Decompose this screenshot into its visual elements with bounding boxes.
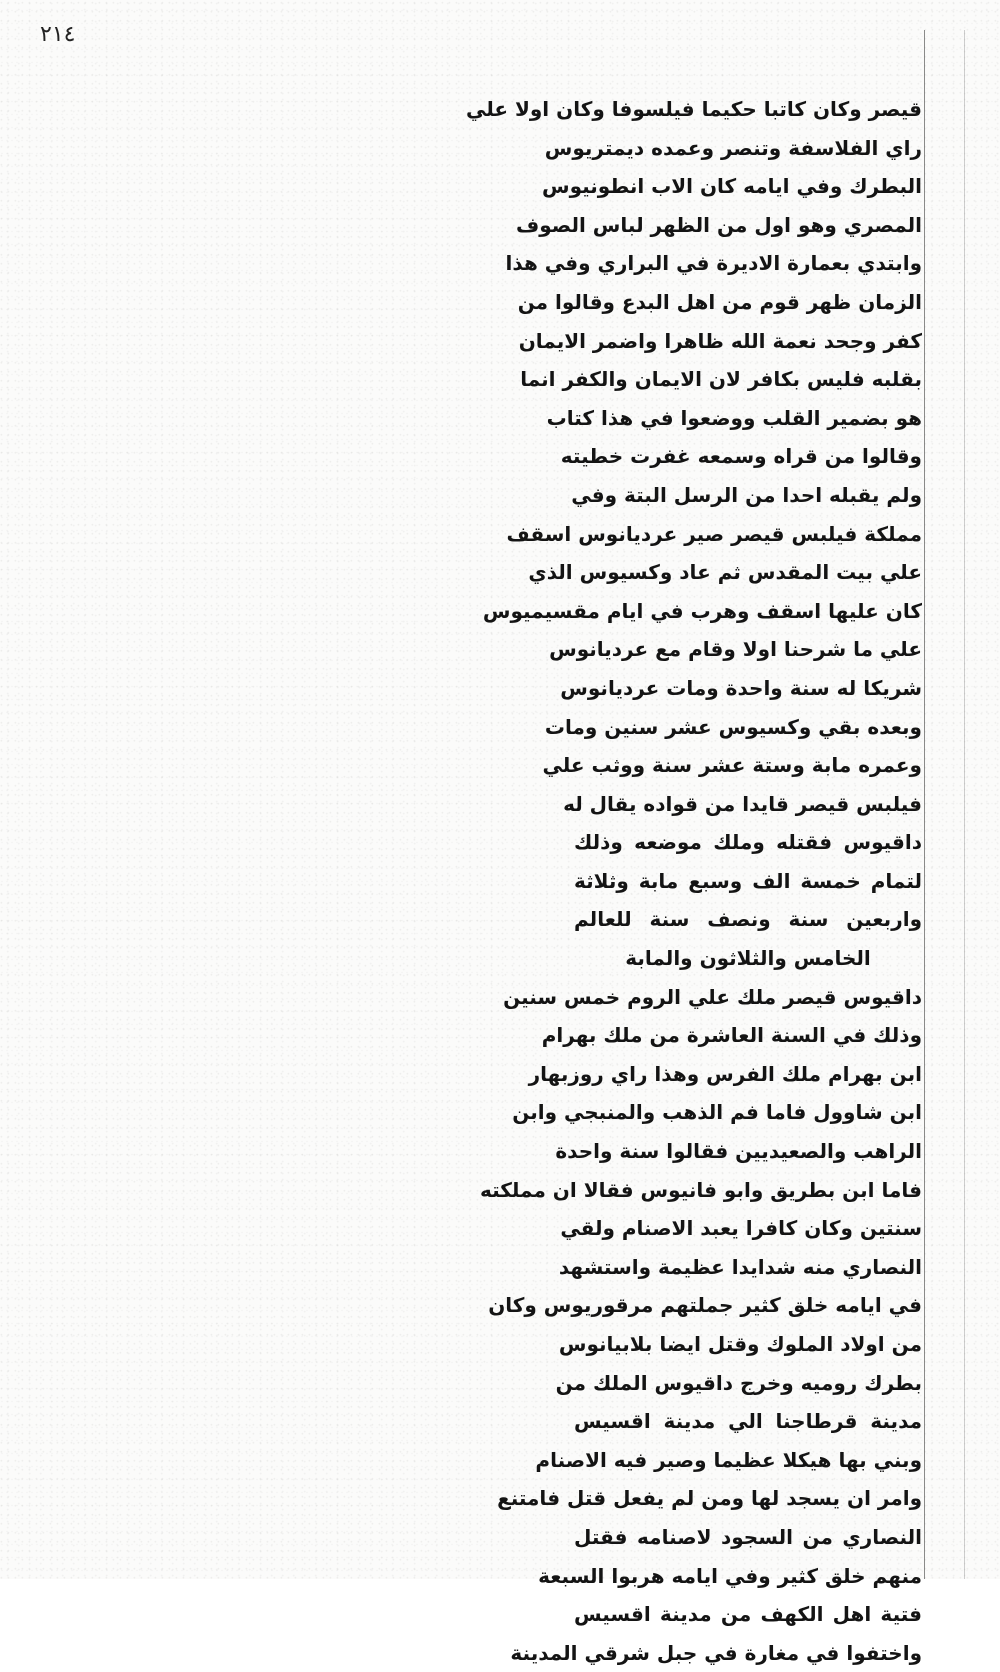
text-line: وامر ان يسجد لها ومن لم يفعل قتل فامتنع [497,1486,922,1511]
text-line: من اولاد الملوك وقتل ايضا بلابيانوس [558,1332,922,1356]
text-line: الزمان ظهر قوم من اهل البدع وقالوا من [517,289,922,314]
text-line: راي الفلاسفة وتنصر وعمده ديمتريوس [544,135,922,160]
text-line: النصاري من السجود لاصنامه فقتل [574,1524,922,1549]
text-line: وقالوا من قراه وسمعه غفرت خطيته [560,444,922,469]
text-line: واربعين سنة ونصف سنة للعالم [574,907,922,932]
text-line: ابن شاوول فاما فم الذهب والمنبجي وابن [512,1100,922,1125]
text-line: سنتين وكان كافرا يعبد الاصنام ولقي [560,1216,922,1241]
manuscript-text-block [465,90,922,1672]
text-line: كفر وجحد نعمة الله ظاهرا واضمر الايمان [518,328,922,353]
text-line: بقلبه فليس بكافر لان الايمان والكفر انما [520,367,922,392]
text-line: الراهب والصعيديين فقالوا سنة واحدة [555,1139,922,1164]
folio-number: ٢١٤ [40,22,76,47]
text-line: مدينة قرطاجنا الي مدينة اقسيس [574,1409,922,1434]
text-line: هو بضمير القلب ووضعوا في هذا كتاب [546,405,922,430]
text-line: ولم يقبله احدا من الرسل البتة وفي [571,482,922,507]
text-line: واختفوا في مغارة في جبل شرقي المدينة [510,1640,922,1665]
text-line: فتية اهل الكهف من مدينة اقسيس [574,1602,922,1627]
text-line: وبني بها هيكلا عظيما وصير فيه الاصنام [535,1447,922,1472]
margin-rule-line [924,30,925,1579]
outer-margin-rule-line [964,30,965,1579]
text-line: فاما ابن بطريق وابو فانيوس فقالا ان مملكته [479,1177,922,1202]
text-line: وابتدي بعمارة الاديرة في البراري وفي هذا [505,251,922,276]
text-line: ابن بهرام ملك الفرس وهذا راي روزبهار [528,1061,922,1086]
text-line: علي ما شرحنا اولا وقام مع عرديانوس [549,637,922,662]
text-line: لتمام خمسة الف وسبع مابة وثلاثة [574,868,922,893]
text-line: وذلك في السنة العاشرة من ملك بهرام [541,1023,922,1048]
text-line: فيلبس قيصر قايدا من قواده يقال له [563,791,922,816]
text-line: داقيوس قيصر ملك علي الروم خمس سنين [503,984,922,1009]
text-line: قيصر وكان كاتبا حكيما فيلسوفا وكان اولا علي [465,97,922,121]
text-line: في ايامه خلق كثير جملتهم مرقوريوس وكان [488,1293,922,1318]
text-line: البطرك وفي ايامه كان الاب انطونيوس [542,174,922,199]
text-line: كان عليها اسقف وهرب في ايام مقسيميوس [482,598,922,623]
text-line: وعمره مابة وستة عشر سنة ووثب علي [542,753,922,778]
text-line: المصري وهو اول من الظهر لباس الصوف [515,212,922,237]
text-line: منهم خلق كثير وفي ايامه هربوا السبعة [538,1563,922,1588]
text-line: وبعده بقي وكسيوس عشر سنين ومات [544,714,922,739]
text-line: بطرك روميه وخرج داقيوس الملك من [555,1370,922,1395]
text-line: داقيوس فقتله وملك موضعه وذلك [574,830,922,855]
text-line: النصاري منه شدايدا عظيمة واستشهد [558,1254,922,1279]
text-line: شريكا له سنة واحدة ومات عرديانوس [560,675,922,700]
text-line: مملكة فيلبس قيصر صير عرديانوس اسقف [506,521,922,546]
section-heading: الخامس والثلاثون والمابة [625,946,871,971]
text-line: علي بيت المقدس ثم عاد وكسيوس الذي [528,560,922,585]
